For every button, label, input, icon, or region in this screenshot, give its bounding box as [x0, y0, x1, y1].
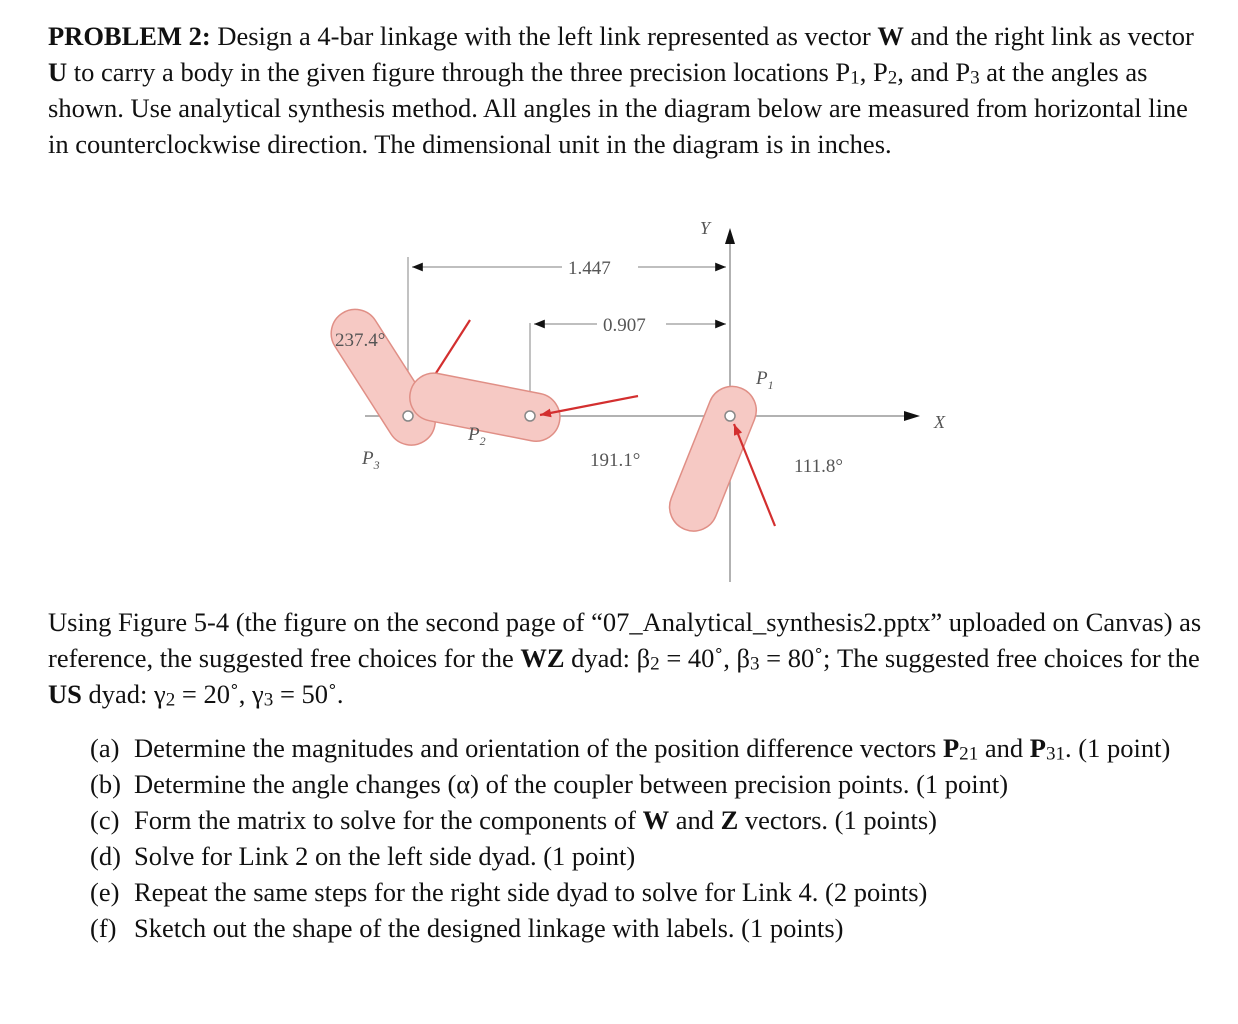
- beta-3-subscript: 3: [749, 653, 760, 675]
- beta-2-subscript: 2: [650, 653, 660, 675]
- gamma-3-subscript: 3: [263, 689, 274, 711]
- question-b-label: (b): [90, 769, 121, 799]
- question-list: [90, 730, 1210, 946]
- vector-p21: P: [942, 733, 960, 763]
- question-c: [90, 802, 1210, 838]
- question-a-text-2: . (1 point): [1065, 733, 1171, 763]
- problem-text-4: , P: [859, 57, 888, 87]
- label-p2: $P_2$: [468, 424, 486, 448]
- linkage-diagram: [320, 210, 960, 590]
- gamma-2-subscript: 2: [165, 689, 176, 711]
- reference-text-3: = 40˚, β: [659, 643, 750, 673]
- vector-w: W: [877, 21, 904, 51]
- question-c-and: and: [669, 805, 721, 835]
- question-d-label: (d): [90, 841, 121, 871]
- question-a-label: (a): [90, 733, 120, 763]
- y-axis-arrow-icon: [725, 228, 735, 244]
- reference-text-1: Using Figure 5-4 (the figure on the second page of “07_Analytical_synthesis2.pptx” uploaded on Canvas) as reference, the suggested free choices for the: [48, 607, 1202, 673]
- question-f-text: Sketch out the shape of the designed linkage with labels. (1 points): [134, 913, 844, 943]
- pivot-p3: [403, 411, 413, 421]
- question-a-text-1: Determine the magnitudes and orientation of the position difference vectors: [134, 733, 943, 763]
- angle-p2: 191.1°: [590, 450, 641, 471]
- us-dyad: US: [48, 679, 82, 709]
- reference-text-6: = 20˚, γ: [175, 679, 264, 709]
- question-b-text: Determine the angle changes (α) of the coupler between precision points. (1 point): [134, 769, 1009, 799]
- subscript-3: 3: [970, 67, 980, 89]
- question-a: [90, 730, 1210, 766]
- question-a-and: and: [978, 733, 1030, 763]
- reference-paragraph: [48, 604, 1208, 712]
- question-f-label: (f): [90, 913, 117, 943]
- problem-text-3: to carry a body in the given figure through the three precision locations P: [67, 57, 851, 87]
- question-e: [90, 874, 1210, 910]
- question-c-text-2: vectors. (1 points): [738, 805, 937, 835]
- label-p1: $P_1$: [756, 368, 774, 392]
- angle-p1: 111.8°: [794, 456, 843, 477]
- reference-text-5: dyad: γ: [81, 679, 166, 709]
- problem-statement: [48, 18, 1208, 162]
- vector-w-bold: W: [642, 805, 670, 835]
- vector-p31-subscript: 31: [1045, 743, 1066, 765]
- pivot-p1: [725, 411, 735, 421]
- question-b: [90, 766, 1210, 802]
- question-d: [90, 838, 1210, 874]
- arrow-p1: [734, 424, 775, 526]
- problem-text-5: , and P: [897, 57, 971, 87]
- question-c-text-1: Form the matrix to solve for the components of: [134, 805, 643, 835]
- vector-z-bold: Z: [720, 805, 739, 835]
- question-d-text: Solve for Link 2 on the left side dyad. (1 point): [134, 841, 636, 871]
- dimension-p2-x: 0.907: [603, 315, 646, 336]
- question-e-label: (e): [90, 877, 120, 907]
- question-c-label: (c): [90, 805, 120, 835]
- vector-u: U: [48, 57, 68, 87]
- question-f: [90, 910, 1210, 946]
- vector-p31: P: [1029, 733, 1046, 763]
- subscript-2: 2: [887, 67, 898, 89]
- reference-text-7: = 50˚.: [273, 679, 344, 709]
- problem-text-2: and the right link as vector: [903, 21, 1194, 51]
- question-a-text: [134, 730, 1210, 766]
- wz-dyad: WZ: [520, 643, 565, 673]
- subscript-1: 1: [850, 67, 860, 89]
- y-axis-label: Y: [700, 218, 711, 238]
- question-c-text: [134, 802, 1210, 838]
- label-p3: $P_3$: [362, 448, 380, 472]
- dimension-p3-x: 1.447: [568, 258, 611, 279]
- question-e-text: Repeat the same steps for the right side dyad to solve for Link 4. (2 points): [134, 877, 928, 907]
- problem-text-1: Design a 4-bar linkage with the left link represented as vector: [210, 21, 878, 51]
- vector-p21-subscript: 21: [959, 743, 979, 765]
- pivot-p2: [525, 411, 535, 421]
- reference-text-2: dyad: β: [564, 643, 651, 673]
- x-axis-label: X: [934, 412, 945, 432]
- problem-text-6: at the angles as shown. Use analytical synthesis method. All angles in the diagram below are measured from horizontal line in counterclockwise direction. The dimensional unit in the diagram is in inches.: [48, 57, 1188, 159]
- angle-p3: 237.4°: [335, 330, 386, 351]
- reference-text-4: = 80˚; The suggested free choices for the: [759, 643, 1200, 673]
- problem-heading: PROBLEM 2:: [48, 21, 211, 51]
- x-axis-arrow-icon: [904, 411, 920, 421]
